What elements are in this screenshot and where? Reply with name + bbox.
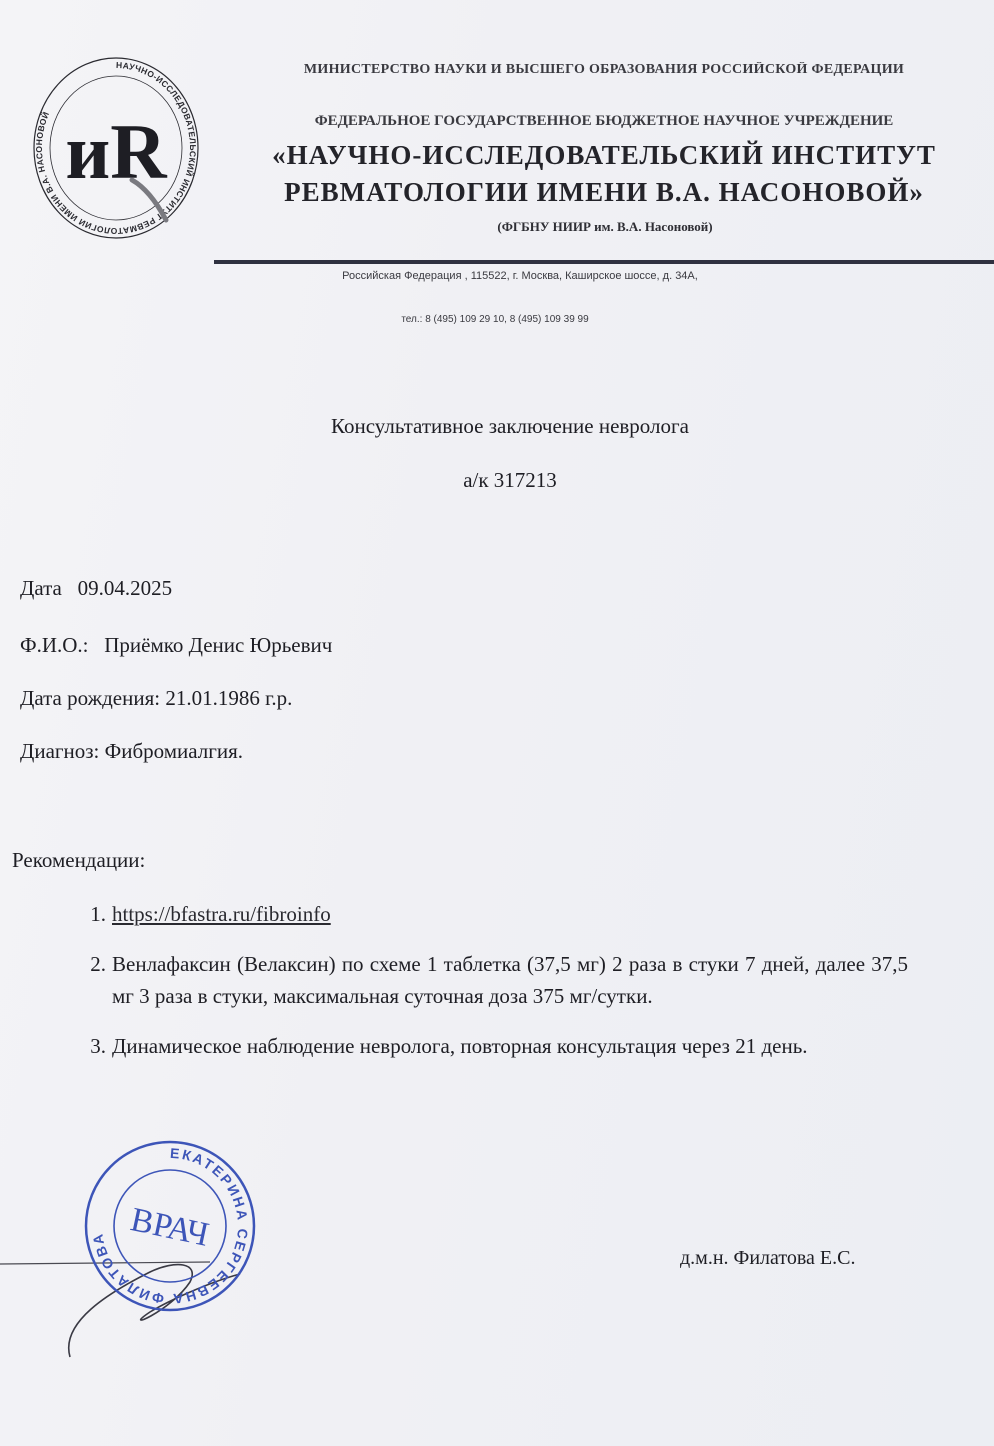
logo-ring-text: НАУЧНО-ИССЛЕДОВАТЕЛЬСКИЙ ИНСТИТУТ РЕВМАТОЛОГИИ ИМЕНИ В.А. НАСОНОВОЙ (33, 59, 198, 237)
list-item (72, 1030, 908, 1062)
logo-emblem: иR (65, 108, 167, 195)
list-item-text: Динамическое наблюдение невролога, повторная консультация через 21 день. (112, 1034, 808, 1058)
institution-abbreviation: (ФГБНУ НИИР им. В.А. Насоновой) (497, 219, 713, 234)
recommendations-list (72, 898, 908, 1080)
stamp-ring-text: ЕКАТЕРИНА СЕРГЕЕВНА ФИЛАТОВА (89, 1144, 252, 1308)
institution-address: Российская Федерация , 115522, г. Москва, Каширское шоссе, д. 34А, (342, 270, 698, 282)
list-item-number: 2. (90, 952, 106, 976)
recommendations-heading: Рекомендации: (12, 848, 146, 872)
patient-name-field: Ф.И.О.: Приёмко Денис Юрьевич (20, 633, 333, 657)
list-item-number: 3. (90, 1034, 106, 1058)
list-item-number: 1. (90, 902, 106, 926)
card-number: а/к 317213 (463, 468, 557, 492)
institute-logo (32, 52, 200, 248)
institution-type-line: ФЕДЕРАЛЬНОЕ ГОСУДАРСТВЕННОЕ БЮДЖЕТНОЕ НАУЧНОЕ УЧРЕЖДЕНИЕ (314, 113, 894, 129)
list-item (72, 898, 908, 930)
institution-phone: тел.: 8 (495) 109 29 10, 8 (495) 109 39 99 (401, 314, 589, 325)
list-item (72, 948, 908, 1012)
doctor-stamp (82, 1138, 258, 1314)
stamp-center-text: ВРАЧ (127, 1201, 213, 1254)
document-title: Консультативное заключение невролога (331, 414, 689, 438)
fibroinfo-link[interactable]: https://bfastra.ru/fibroinfo (112, 902, 331, 926)
diagnosis-field: Диагноз: Фибромиалгия. (20, 739, 244, 763)
date-field: Дата 09.04.2025 (20, 576, 173, 600)
ministry-line: МИНИСТЕРСТВО НАУКИ И ВЫСШЕГО ОБРАЗОВАНИЯ РОССИЙСКОЙ ФЕДЕРАЦИИ (303, 62, 905, 77)
institution-name-line2: РЕВМАТОЛОГИИ ИМЕНИ В.А. НАСОНОВОЙ» (284, 177, 924, 207)
institution-name-line1: «НАУЧНО-ИССЛЕДОВАТЕЛЬСКИЙ ИНСТИТУТ (272, 140, 936, 170)
birth-date-field: Дата рождения: 21.01.1986 г.р. (20, 686, 293, 710)
doctor-signature-name: д.м.н. Филатова Е.С. (680, 1247, 856, 1269)
list-item-text: Венлафаксин (Велаксин) по схеме 1 таблетка (37,5 мг) 2 раза в стуки 7 дней, далее 37,5 мг 3 раза в стуки, максимальная суточная доза 375 мг/сутки. (112, 952, 908, 1008)
header-divider (214, 260, 994, 264)
